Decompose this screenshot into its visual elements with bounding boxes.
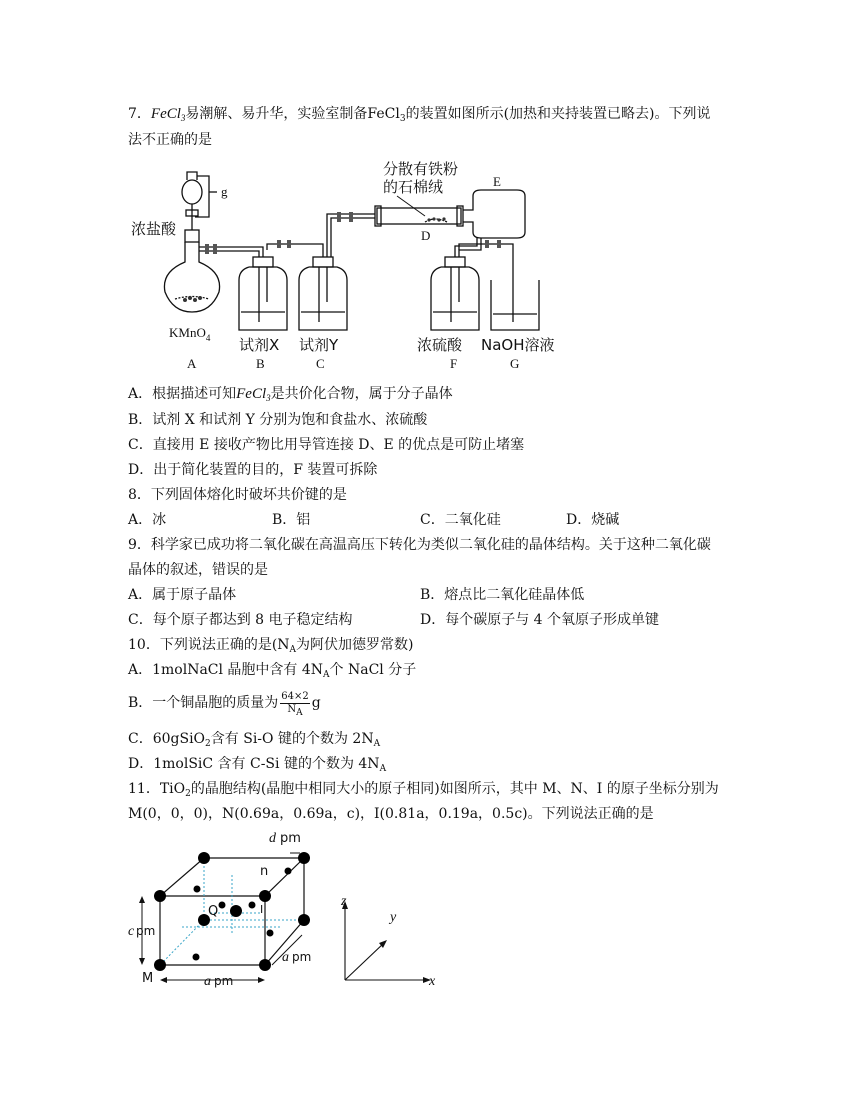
svg-text:y: y bbox=[390, 910, 397, 925]
svg-text:D: D bbox=[421, 228, 431, 243]
q7-option-b[interactable]: B．试剂 X 和试剂 Y 分别为饱和食盐水、浓硫酸 bbox=[128, 412, 428, 428]
svg-text:pm: pm bbox=[136, 924, 156, 938]
svg-text:c: c bbox=[128, 924, 135, 939]
q9-stem-line1: 9．科学家已成功将二氧化碳在高温高压下转化为类似二氧化硅的晶体结构。关于这种二氧化碳 bbox=[128, 537, 711, 553]
q11-stem-line1: 11．TiO$_2$的晶胞结构(晶胞中相同大小的原子相同)如图所示，其中 M、N、I 的原子坐标分别为 bbox=[128, 781, 719, 799]
svg-text:z: z bbox=[341, 894, 347, 909]
q9-option-d[interactable]: D．每个碳原子与 4 个氧原子形成单键 bbox=[420, 612, 660, 628]
q7-apparatus-figure bbox=[125, 152, 565, 377]
kmno4-label: KMnO$_4$ bbox=[169, 325, 211, 343]
bottle-f bbox=[431, 267, 479, 330]
dropping-funnel bbox=[182, 180, 202, 204]
svg-text:NaOH溶液: NaOH溶液 bbox=[481, 336, 555, 354]
bottle-c bbox=[299, 267, 347, 330]
svg-text:pm: pm bbox=[280, 831, 301, 846]
svg-text:试剂Y: 试剂Y bbox=[299, 336, 339, 354]
q7-stem-line2: 法不正确的是 bbox=[128, 132, 212, 148]
bottle-b bbox=[239, 267, 287, 330]
svg-text:G: G bbox=[510, 356, 520, 371]
q11-unit-cell-figure bbox=[122, 825, 452, 995]
svg-text:的石棉绒: 的石棉绒 bbox=[383, 178, 444, 196]
svg-text:浓盐酸: 浓盐酸 bbox=[131, 220, 177, 238]
q9-stem-line2: 晶体的叙述，错误的是 bbox=[128, 562, 268, 578]
fecl3-formula: FeCl$_3$ bbox=[150, 106, 186, 123]
flask-a bbox=[164, 242, 219, 312]
q10-option-a[interactable]: A．1molNaCl 晶胞中含有 $4N_A$个 NaCl 分子 bbox=[128, 662, 417, 680]
svg-text:pm: pm bbox=[214, 974, 234, 988]
svg-text:a: a bbox=[204, 974, 211, 989]
q8-option-d[interactable]: D．烧碱 bbox=[566, 512, 620, 528]
svg-text:C: C bbox=[316, 356, 325, 371]
bottle-e bbox=[463, 190, 525, 238]
q7-option-a[interactable]: A．根据描述可知FeCl$_3$是共价化合物，属于分子晶体 bbox=[128, 386, 453, 403]
svg-text:g: g bbox=[221, 184, 228, 199]
svg-text:I: I bbox=[260, 903, 264, 916]
q7-option-d[interactable]: D．出于简化装置的目的，F 装置可拆除 bbox=[128, 462, 378, 478]
q8-option-c[interactable]: C．二氧化硅 bbox=[420, 512, 501, 528]
beaker-g bbox=[491, 280, 539, 330]
q11-stem-line2: M(0，0，0)，N(0.69a，0.69a，c)，I(0.81a，0.19a，0.5c)。下列说法正确的是 bbox=[128, 806, 654, 822]
q8-option-a[interactable]: A．冰 bbox=[128, 512, 167, 528]
svg-text:pm: pm bbox=[292, 950, 312, 964]
q8-stem: 8．下列固体熔化时破坏共价键的是 bbox=[128, 487, 347, 503]
svg-text:B: B bbox=[256, 356, 265, 371]
svg-text:F: F bbox=[450, 356, 458, 371]
svg-text:Q: Q bbox=[208, 904, 219, 919]
q8-option-b[interactable]: B．铝 bbox=[272, 512, 311, 528]
q9-option-b[interactable]: B．熔点比二氧化硅晶体低 bbox=[420, 587, 585, 603]
svg-text:x: x bbox=[429, 974, 436, 989]
q10-option-d[interactable]: D．1molSiC 含有 C-Si 键的个数为 $4N_A$ bbox=[128, 756, 387, 774]
svg-text:n: n bbox=[260, 864, 269, 879]
q10-option-b[interactable]: B．一个铜晶胞的质量为 $\frac{64\times 2}{N_A}$ g bbox=[128, 690, 321, 718]
q10-option-c[interactable]: C．60gSiO$_2$含有 Si-O 键的个数为 $2N_A$ bbox=[128, 731, 381, 749]
q10-stem: 10．下列说法正确的是($N_A$为阿伏加德罗常数) bbox=[128, 637, 414, 655]
svg-text:d: d bbox=[269, 831, 276, 846]
q9-option-a[interactable]: A．属于原子晶体 bbox=[128, 587, 237, 603]
q7-stem-line1: 7．FeCl$_3$易潮解、易升华，实验室制备FeCl$_3$的装置如图所示(加热和夹持装置已略去)。下列说 bbox=[128, 106, 711, 124]
fraction: $\frac{64\times 2}{N_A}$ bbox=[281, 690, 309, 718]
svg-text:分散有铁粉: 分散有铁粉 bbox=[383, 160, 459, 178]
svg-text:E: E bbox=[493, 174, 501, 189]
q7-option-c[interactable]: C．直接用 E 接收产物比用导管连接 D、E 的优点是可防止堵塞 bbox=[128, 437, 525, 453]
svg-text:A: A bbox=[187, 356, 197, 371]
svg-text:M: M bbox=[142, 971, 154, 986]
tube-d bbox=[377, 208, 461, 224]
svg-text:浓硫酸: 浓硫酸 bbox=[417, 336, 463, 354]
q9-option-c[interactable]: C．每个原子都达到 8 电子稳定结构 bbox=[128, 612, 353, 628]
svg-text:a: a bbox=[282, 950, 289, 965]
svg-text:试剂X: 试剂X bbox=[239, 336, 280, 354]
